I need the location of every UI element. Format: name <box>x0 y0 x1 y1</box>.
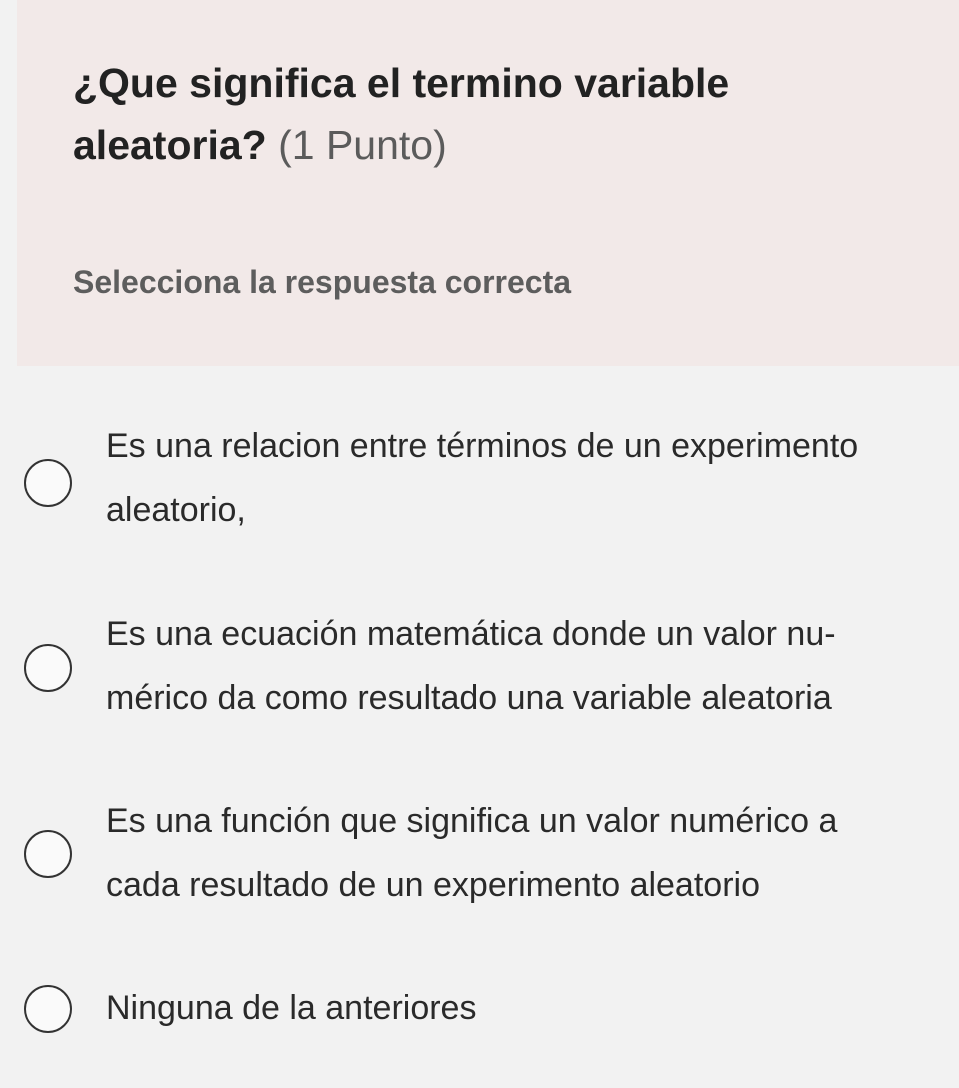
answer-option-2-line-1: Es una ecuación matemática donde un valor nu- <box>106 615 836 653</box>
answer-option-2-line-2: mérico da como resultado una variable aleatoria <box>106 679 832 717</box>
question-points: (1 Punto) <box>278 122 447 168</box>
answer-option-4[interactable] <box>0 976 959 1040</box>
question-title <box>73 52 873 176</box>
answer-option-2[interactable] <box>0 602 959 736</box>
answer-option-1-line-2: aleatorio, <box>106 491 246 529</box>
answer-option-1-label <box>106 414 951 542</box>
answer-option-1-line-1: Es una relacion entre términos de un experimento <box>106 427 859 465</box>
radio-button-option-4[interactable] <box>24 985 72 1033</box>
question-header <box>17 0 959 366</box>
answer-option-2-label <box>106 602 951 730</box>
instruction-text: Selecciona la respuesta correcta <box>73 264 572 300</box>
radio-button-option-1[interactable] <box>24 459 72 507</box>
answer-option-3-line-1: Es una función que significa un valor numérico a <box>106 802 838 840</box>
answer-option-3-line-2: cada resultado de un experimento aleatorio <box>106 866 760 904</box>
radio-button-option-3[interactable] <box>24 830 72 878</box>
radio-button-option-2[interactable] <box>24 644 72 692</box>
answer-option-3[interactable] <box>0 789 959 923</box>
answer-option-4-label <box>106 976 951 1040</box>
answer-option-1[interactable] <box>0 418 959 552</box>
answer-option-3-label <box>106 789 951 917</box>
answer-option-4-line-1: Ninguna de la anteriores <box>106 989 477 1027</box>
question-title-line-2: aleatoria? <box>73 122 267 168</box>
question-title-line-1: ¿Que significa el termino variable <box>73 60 730 106</box>
